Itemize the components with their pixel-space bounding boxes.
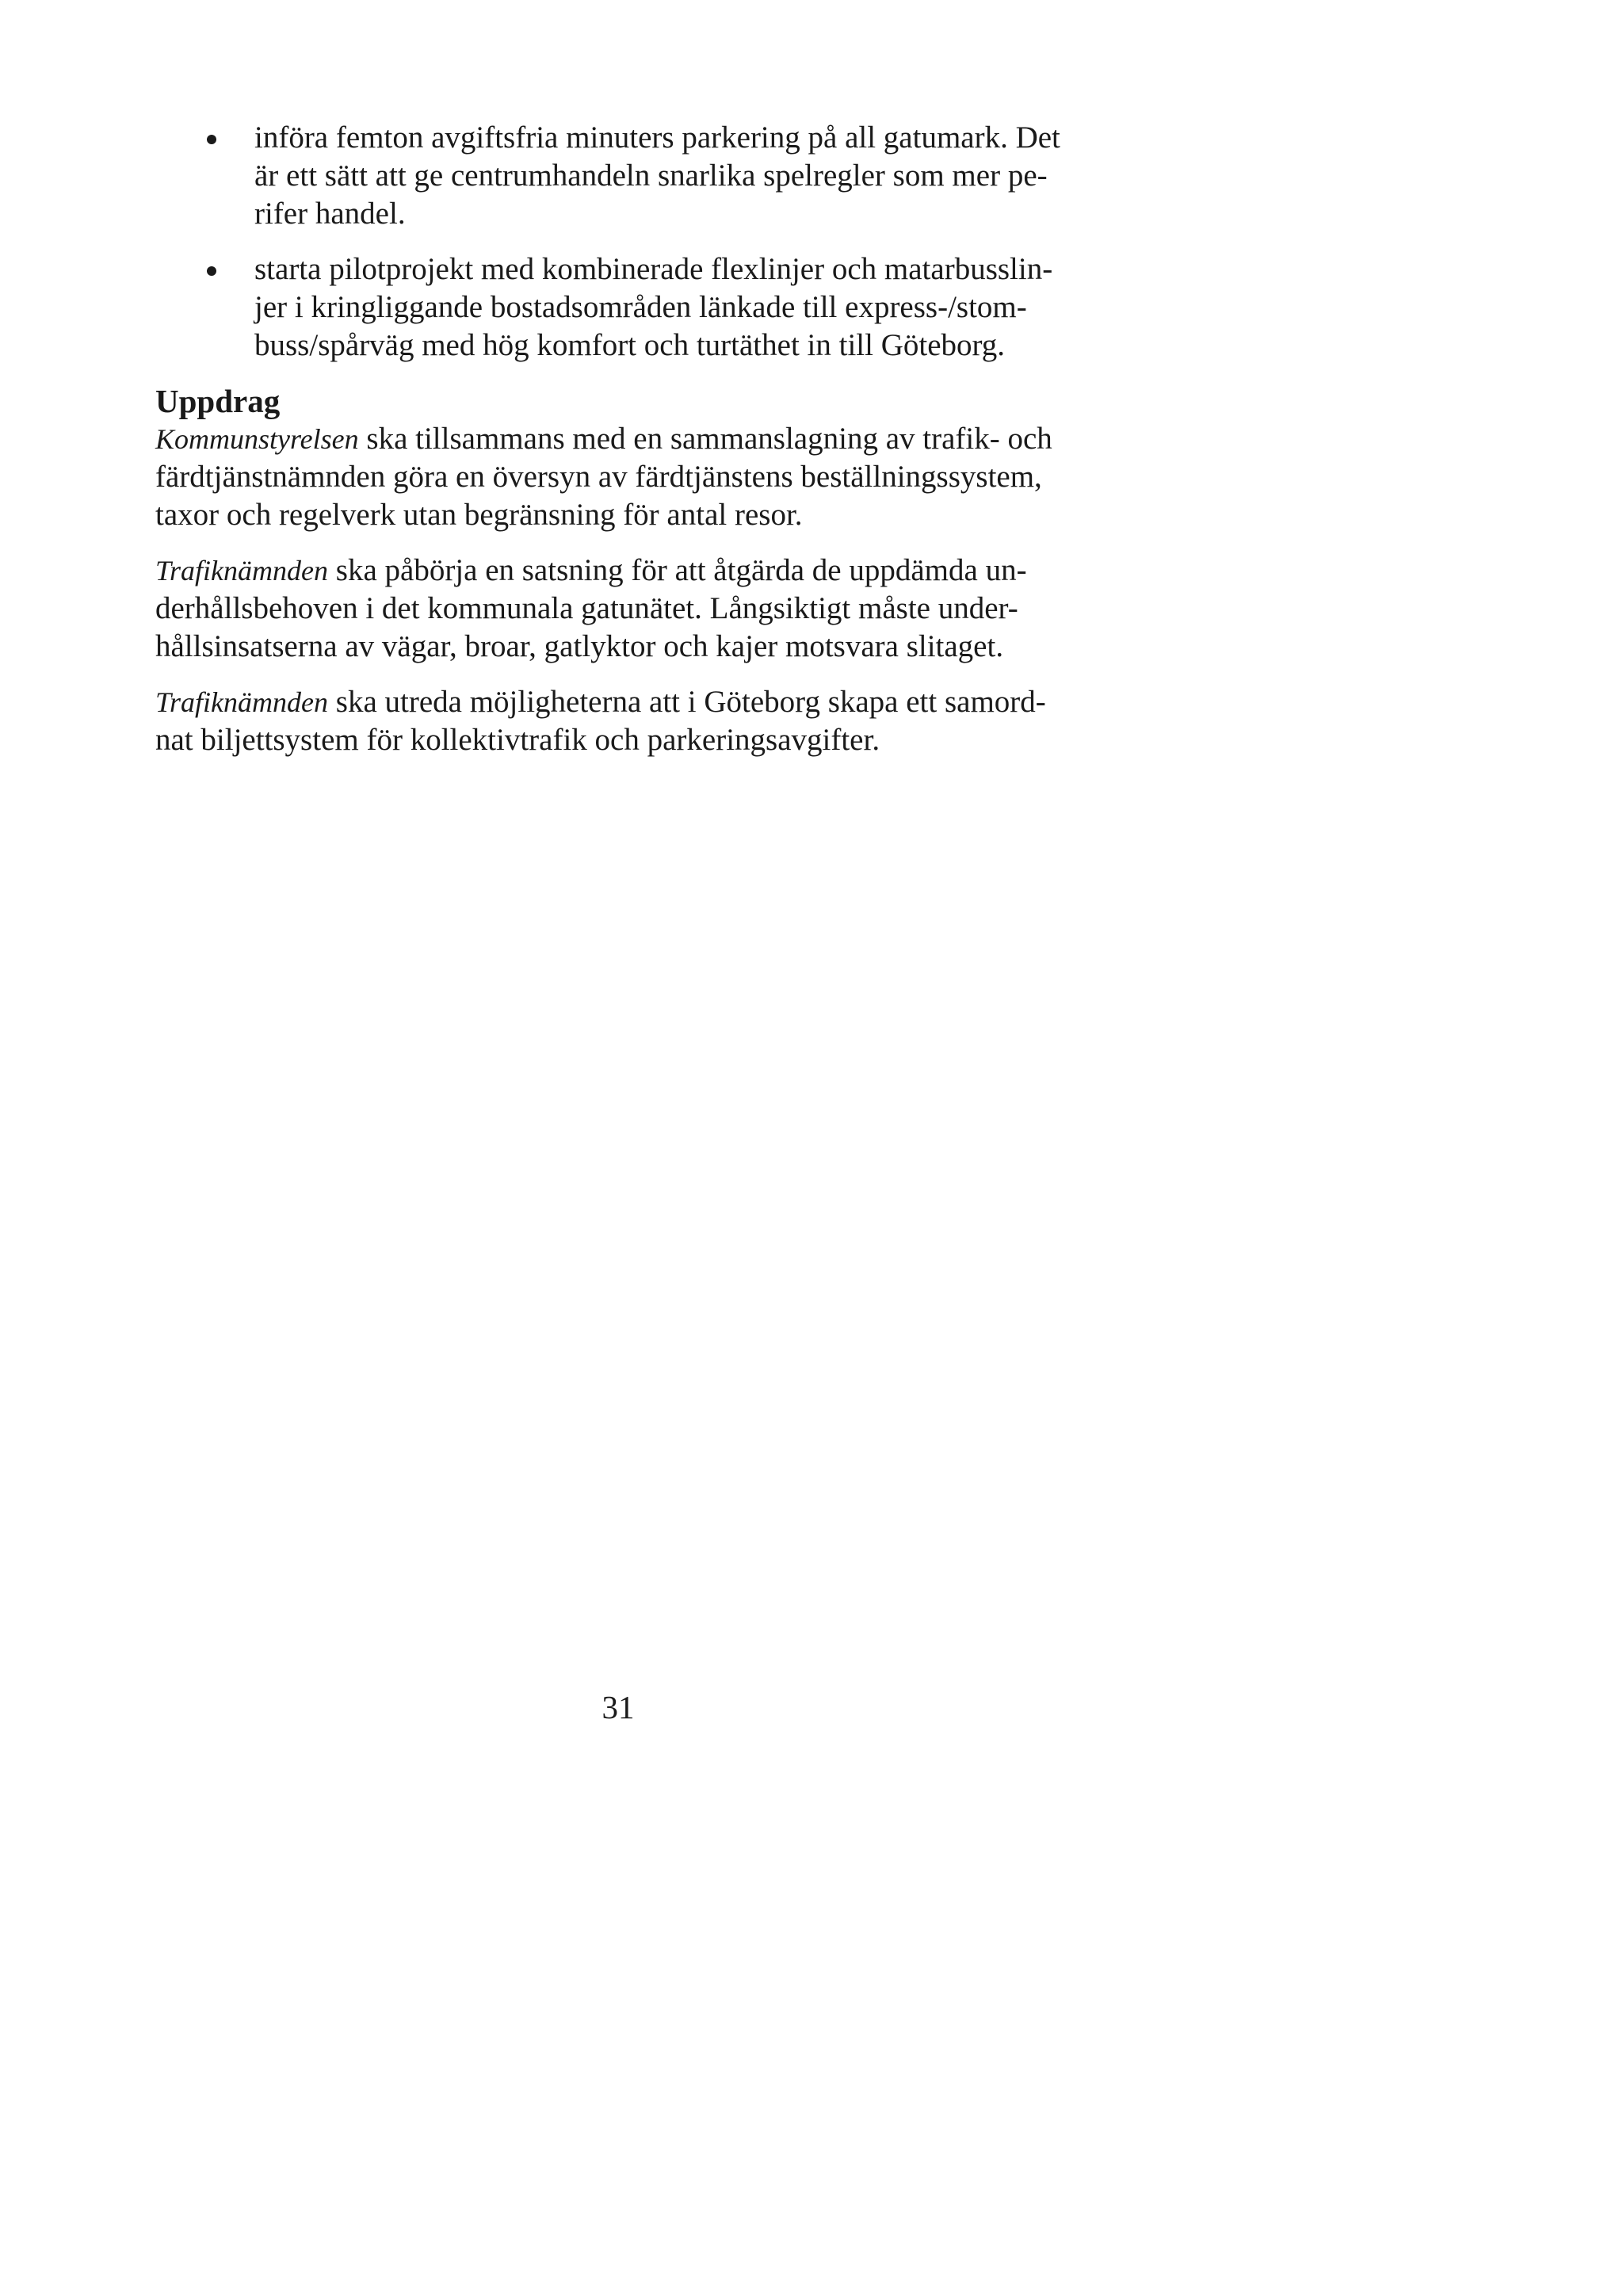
bullet-line: är ett sätt att ge centrumhandeln snarlika spelregler som mer pe-: [254, 159, 1048, 193]
paragraph-line: färdtjänstnämnden göra en översyn av färdtjänstens beställningssystem,: [155, 460, 1042, 494]
paragraph-line: derhållsbehoven i det kommunala gatunätet. Långsiktigt måste under-: [155, 591, 1018, 625]
paragraph-line: nat biljettsystem för kollektivtrafik och parkeringsavgifter.: [155, 723, 880, 757]
paragraph: [155, 683, 1090, 759]
bullet-line: buss/spårväg med hög komfort och turtäthet in till Göteborg.: [254, 328, 1006, 362]
bullet-item: [155, 119, 1090, 233]
bullet-line: införa femton avgiftsfria minuters parkering på all gatumark. Det: [254, 120, 1060, 155]
bullet-dot-icon: [207, 266, 216, 276]
paragraph-line: taxor och regelverk utan begränsning för antal resor.: [155, 498, 803, 532]
agent-name: Trafiknämnden: [155, 555, 329, 586]
bullet-line: rifer handel.: [254, 197, 406, 231]
paragraph-line: hållsinsatserna av vägar, broar, gatlyktor och kajer motsvara slitaget.: [155, 629, 1004, 663]
paragraph: [155, 420, 1090, 534]
paragraph: [155, 552, 1090, 666]
bullet-item: [155, 250, 1090, 365]
bullet-line: jer i kringliggande bostadsområden länkade till express-/stom-: [254, 290, 1027, 324]
paragraph-line: ska utreda möjligheterna att i Göteborg skapa ett samord-: [328, 685, 1046, 719]
page-number: 31: [601, 1689, 635, 1725]
paragraph-line: ska påbörja en satsning för att åtgärda de uppdämda un-: [328, 553, 1027, 587]
agent-name: Kommunstyrelsen: [155, 423, 359, 455]
paragraph-line: ska tillsammans med en sammanslagning av trafik- och: [358, 422, 1052, 456]
page-content: [155, 119, 1090, 777]
section-heading: Uppdrag: [155, 383, 281, 419]
bullet-line: starta pilotprojekt med kombinerade flexlinjer och matarbusslin-: [254, 252, 1053, 286]
bullet-list: [155, 119, 1090, 365]
agent-name: Trafiknämnden: [155, 686, 329, 718]
bullet-dot-icon: [207, 135, 216, 144]
